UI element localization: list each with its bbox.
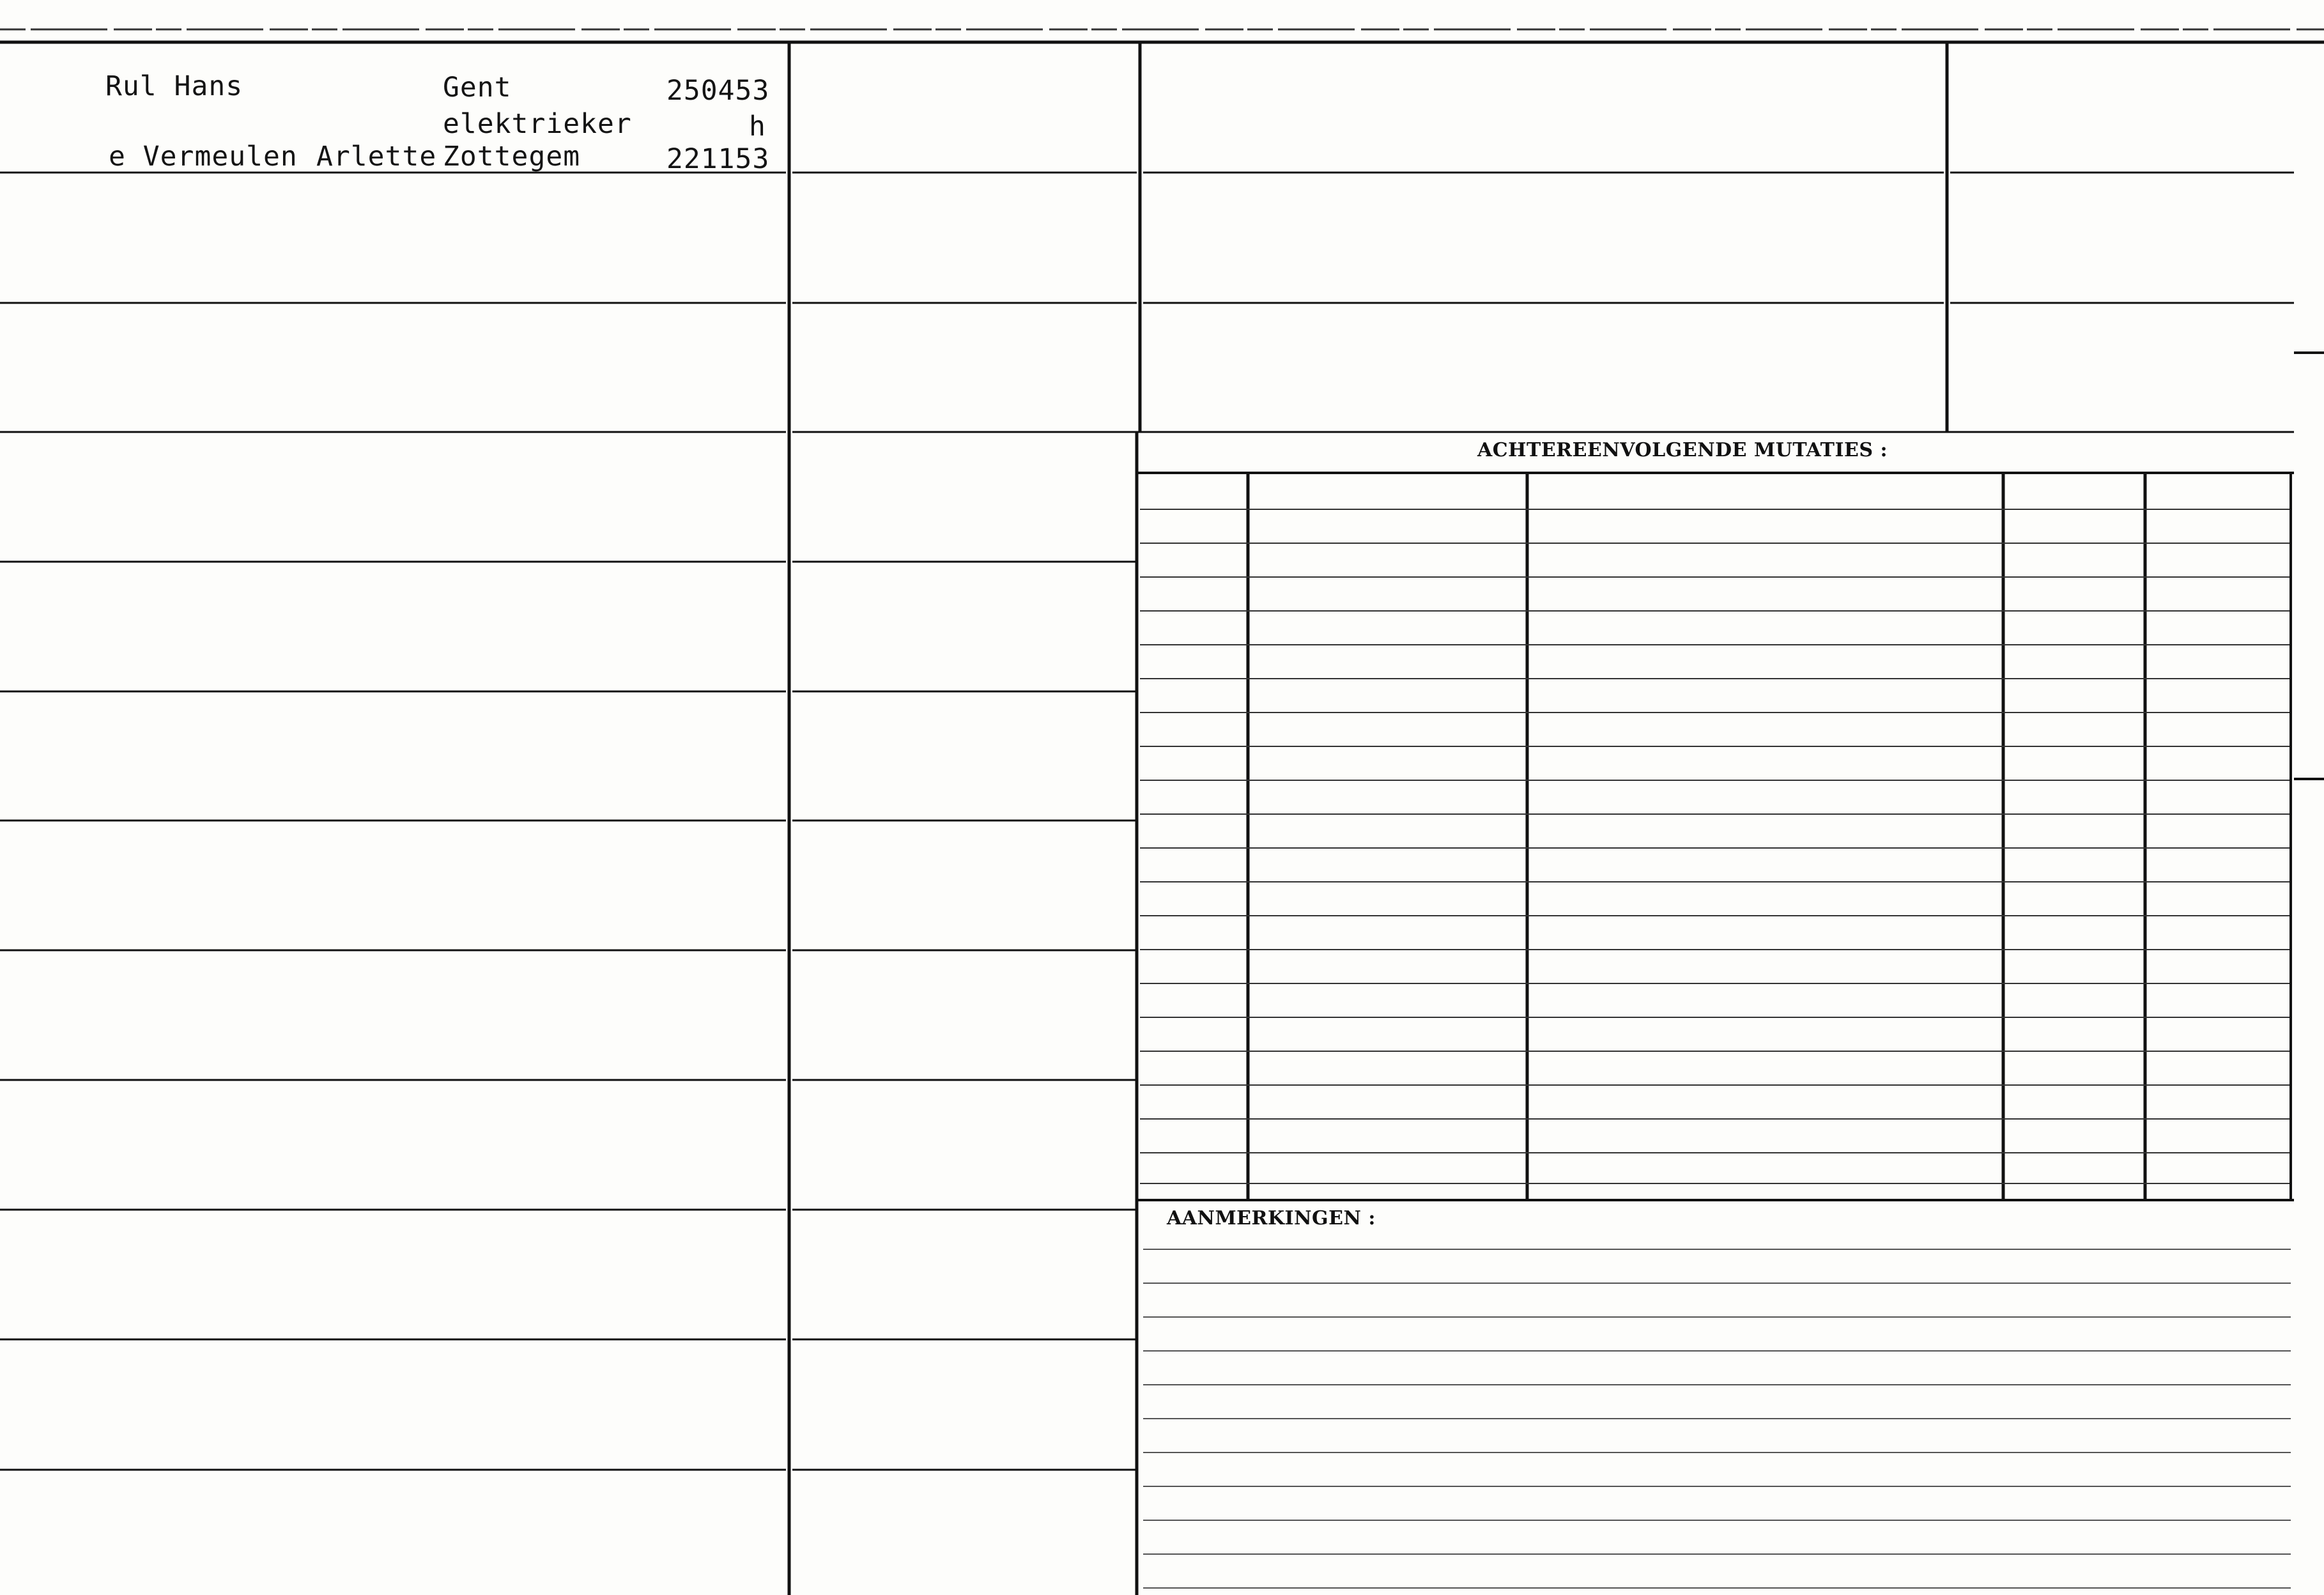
- entry-firstname-2: Arlette: [316, 141, 437, 173]
- main-column-dividers: [789, 42, 1947, 1595]
- remarks-rules: [1143, 1249, 2291, 1588]
- mutations-table-rules: [1140, 509, 2289, 1183]
- mutations-heading: ACHTEREENVOLGENDE MUTATIES :: [1477, 439, 1888, 461]
- entry-number-2: 221153: [666, 143, 770, 175]
- edge-ticks: [2294, 353, 2324, 779]
- entry-name-2: e Vermeulen: [109, 141, 298, 173]
- top-border: [0, 29, 2324, 42]
- upper-right-rows: [1137, 173, 2294, 432]
- entry-name-1: Rul Hans: [105, 70, 243, 102]
- remarks-heading: AANMERKINGEN :: [1167, 1207, 1376, 1229]
- mutations-table-frame: [1137, 473, 2294, 1200]
- entry-number-1: 250453: [666, 75, 770, 107]
- entry-suffix: h: [749, 111, 766, 143]
- entry-occupation: elektrieker: [443, 108, 632, 140]
- register-row-lines: [0, 173, 1137, 1470]
- entry-place-1: Gent: [443, 72, 512, 104]
- entry-place-2: Zottegem: [443, 141, 581, 173]
